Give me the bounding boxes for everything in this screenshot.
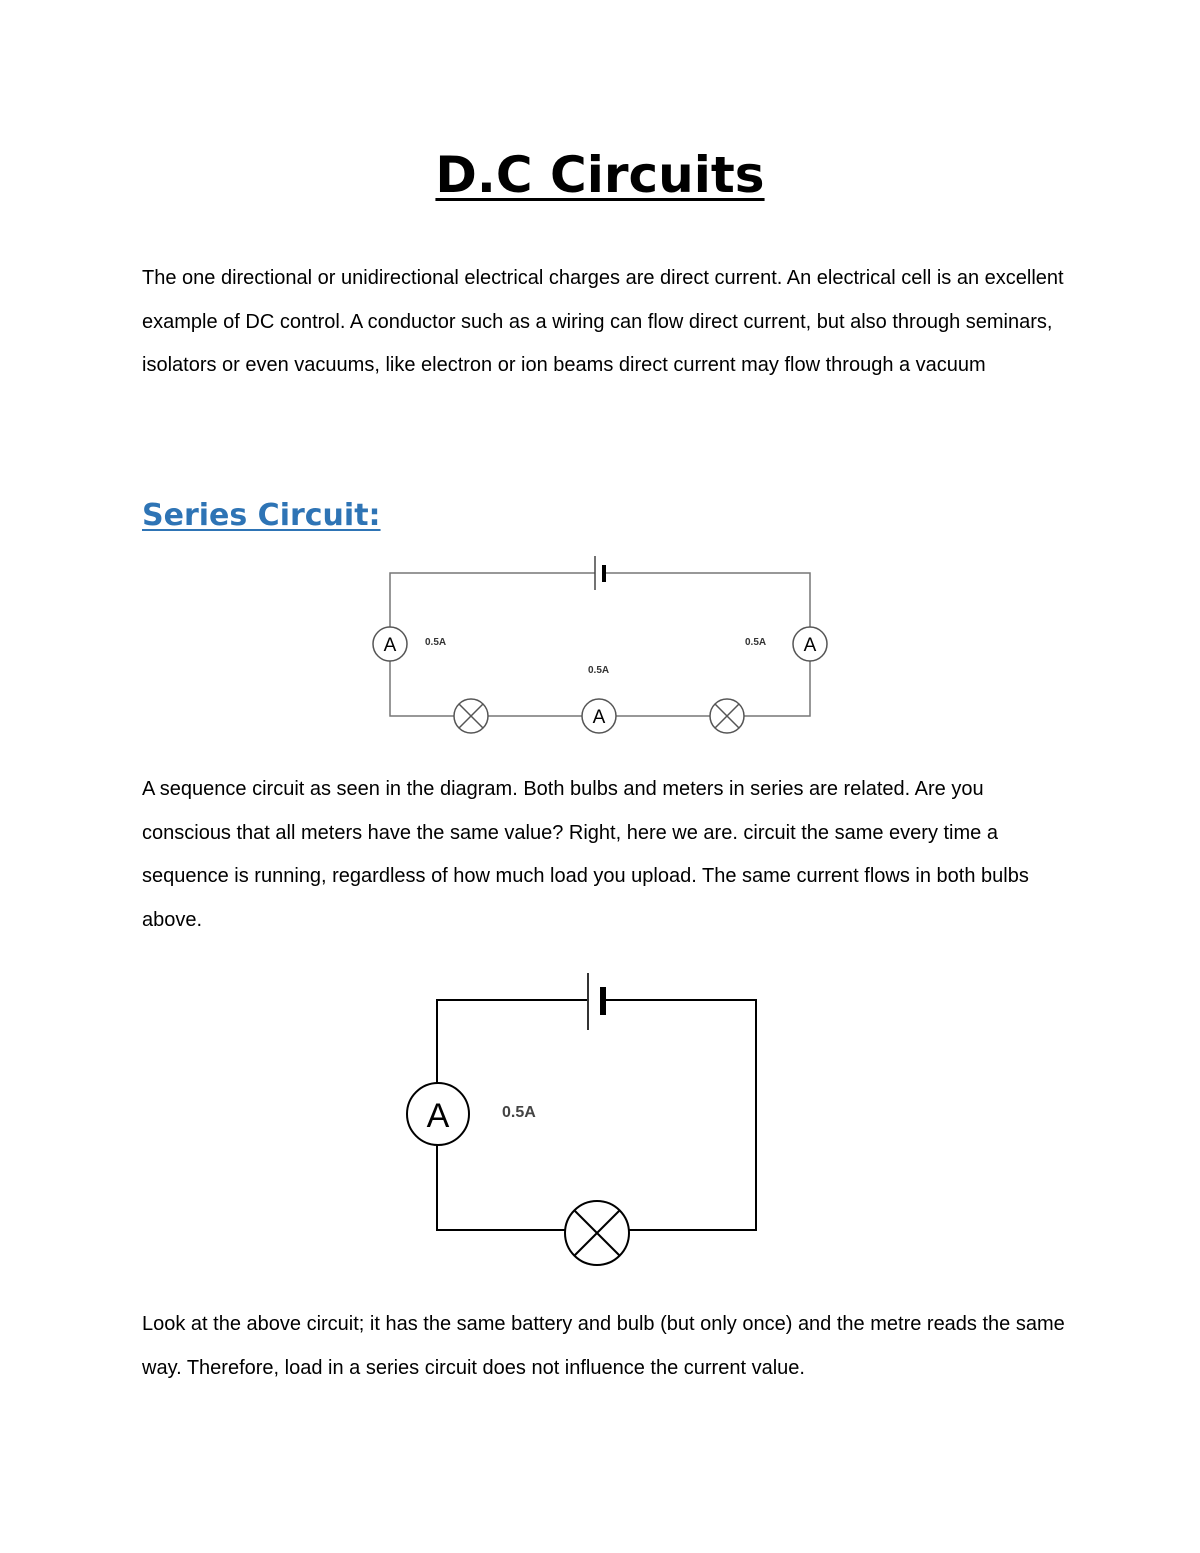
ammeter-left xyxy=(373,627,407,661)
section-heading-series-circuit: Series Circuit: xyxy=(142,498,381,533)
ammeter-right xyxy=(793,627,827,661)
ammeter-large xyxy=(407,1083,469,1145)
single-circuit-diagram xyxy=(400,965,770,1270)
reading-right: 0.5A xyxy=(745,637,767,648)
ammeter-middle xyxy=(582,699,616,733)
ammeter-middle-symbol: A xyxy=(592,707,606,728)
cell-battery-icon xyxy=(595,556,604,590)
series-circuit-diagram xyxy=(360,550,850,750)
ammeter-right-symbol: A xyxy=(803,635,817,656)
cell-battery-icon-large xyxy=(588,973,603,1030)
bulb-left-icon xyxy=(454,699,488,733)
reading-left: 0.5A xyxy=(425,637,447,648)
series-paragraph: A sequence circuit as seen in the diagram. Both bulbs and meters in series are related. Are you conscious that all meters have the same value? Right, here we are. circuit the same every time a sequence is running, regardless of how much load you upload. The same current flows in both bulbs above. xyxy=(142,778,1029,931)
bulb-right-icon xyxy=(710,699,744,733)
single-circuit-paragraph: Look at the above circuit; it has the same battery and bulb (but only once) and the metre reads the same way. Therefore, load in a series circuit does not influence the current value. xyxy=(142,1313,1065,1379)
single-circuit-wire xyxy=(437,1000,756,1230)
reading-single: 0.5A xyxy=(502,1104,536,1121)
page-title: D.C Circuits xyxy=(435,146,765,204)
bulb-large-icon xyxy=(565,1201,629,1265)
ammeter-left-symbol: A xyxy=(383,635,397,656)
reading-middle: 0.5A xyxy=(588,665,610,676)
intro-paragraph: The one directional or unidirectional electrical charges are direct current. An electrical cell is an excellent example of DC control. A conductor such as a wiring can flow direct current, but also through seminars, isolators or even vacuums, like electron or ion beams direct current may flow through a vacuum xyxy=(142,267,1064,376)
ammeter-large-symbol: A xyxy=(426,1097,450,1135)
